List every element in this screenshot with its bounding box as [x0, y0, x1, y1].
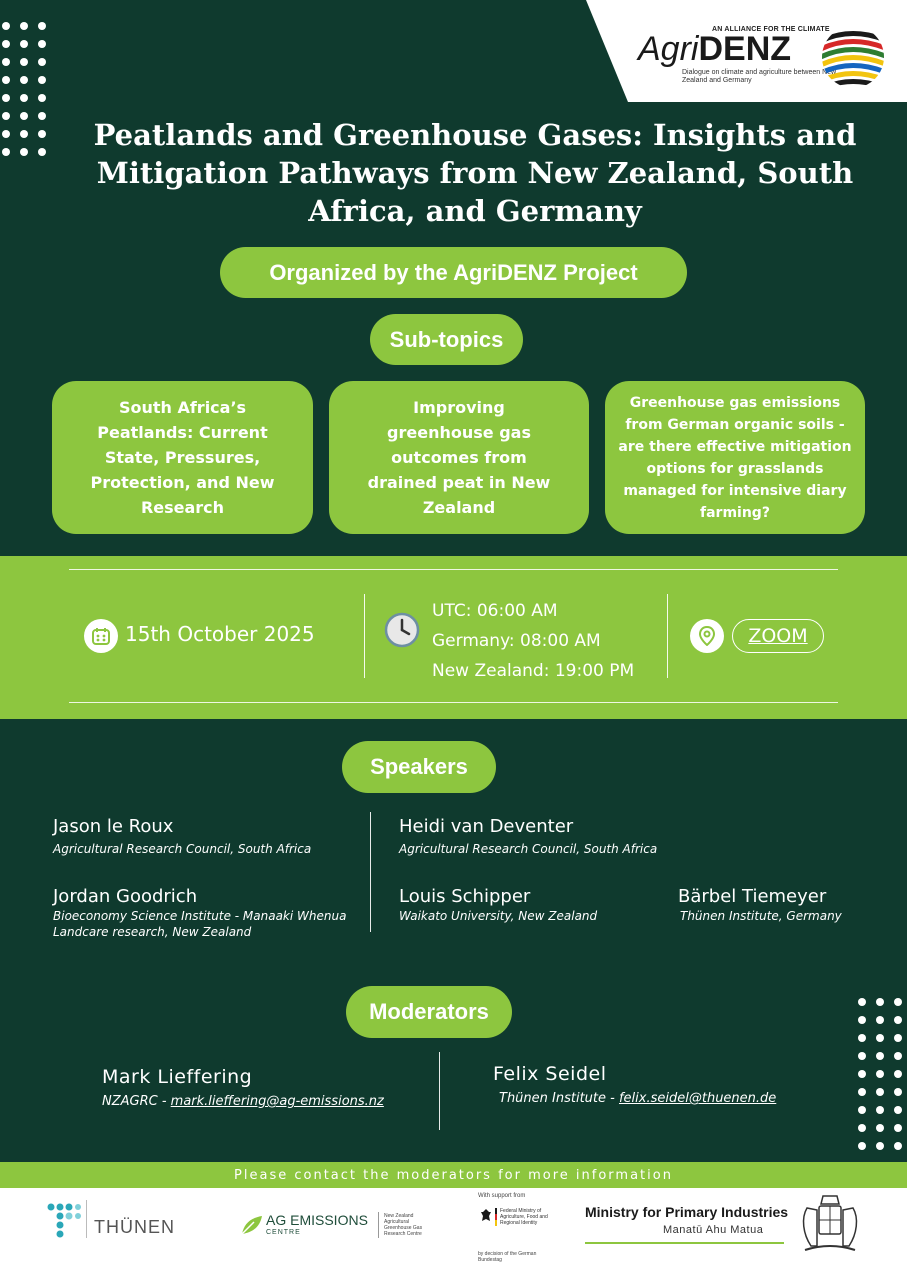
clock-icon	[384, 612, 420, 648]
calendar-icon	[84, 619, 118, 653]
thuenen-logo-divider	[86, 1200, 87, 1238]
ag-emissions-centre: CENTRE	[266, 1229, 301, 1236]
bmel-decision-text: by decision of the German Bundestag	[478, 1251, 537, 1263]
speaker-affiliation: Waikato University, New Zealand	[399, 909, 598, 923]
moderator-email-link[interactable]: felix.seidel@thuenen.de	[618, 1091, 777, 1106]
time-new-zealand: New Zealand: 19:00 PM	[432, 661, 635, 681]
subtopic-text: Improving greenhouse gas outcomes from drained peat in New Zealand	[367, 398, 551, 517]
moderator-name: Mark Lieffering	[102, 1066, 253, 1088]
subtopic-card-1	[52, 381, 313, 534]
partner-logos	[0, 1188, 907, 1273]
thuenen-logo: THÜNEN	[94, 1217, 175, 1237]
logo-name-agri: Agri	[638, 30, 699, 68]
speaker-item	[399, 886, 639, 924]
band-divider	[364, 594, 365, 678]
moderator-email-link[interactable]: mark.lieffering@ag-emissions.nz	[170, 1094, 384, 1109]
event-info-band	[0, 556, 907, 719]
speaker-item	[399, 816, 699, 857]
moderator-name: Felix Seidel	[493, 1063, 607, 1085]
speaker-item	[678, 886, 878, 924]
mpi-maori-name: Manatū Ahu Matua	[663, 1224, 764, 1236]
moderators-heading: Moderators	[346, 986, 512, 1038]
bmel-support-text: With support from	[478, 1193, 526, 1199]
decorative-dots-top-left	[2, 22, 46, 156]
logo-tagline: AN ALLIANCE FOR THE CLIMATE	[712, 26, 830, 33]
band-divider	[667, 594, 668, 678]
moderators-divider	[439, 1052, 440, 1130]
event-date: 15th October 2025	[125, 622, 315, 646]
organizer-badge: Organized by the AgriDENZ Project	[220, 247, 687, 298]
time-germany: Germany: 08:00 AM	[432, 631, 601, 651]
globe-icon	[820, 24, 886, 90]
zoom-link[interactable]: ZOOM	[732, 619, 824, 653]
speakers-heading: Speakers	[342, 741, 496, 793]
moderator-org: NZAGRC -	[102, 1094, 171, 1109]
speaker-name: Jason le Roux	[53, 816, 174, 837]
subtopic-text: South Africa’s Peatlands: Current State, Pressures, Protection, and New Research	[90, 398, 275, 517]
subtopic-text: Greenhouse gas emissions from German organic soils - are there effective mitigation options for grasslands managed for intensive diary farming?	[618, 394, 852, 521]
speaker-name: Bärbel Tiemeyer	[678, 886, 827, 907]
time-utc: UTC: 06:00 AM	[432, 601, 558, 621]
speaker-name: Heidi van Deventer	[399, 816, 574, 837]
subtopics-heading: Sub-topics	[370, 314, 523, 365]
speaker-affiliation: Agricultural Research Council, South Africa	[399, 842, 658, 856]
contact-note: Please contact the moderators for more information	[0, 1162, 907, 1188]
ag-emissions-description: New Zealand Agricultural Greenhouse Gas Research Centre	[384, 1213, 423, 1237]
agridenz-logo	[638, 30, 791, 69]
subtopic-card-2	[329, 381, 589, 534]
band-divider-bottom	[69, 702, 838, 703]
speaker-affiliation: Bioeconomy Science Institute - Manaaki Whenua Landcare research, New Zealand	[53, 909, 347, 939]
logo-name-denz: DENZ	[698, 30, 792, 68]
speakers-divider	[370, 812, 371, 932]
moderator-contact	[499, 1091, 813, 1107]
speaker-item	[53, 886, 353, 940]
german-flag-bar	[495, 1208, 497, 1226]
moderator-org: Thünen Institute -	[499, 1091, 619, 1106]
ag-emissions-divider	[378, 1212, 379, 1238]
speaker-name: Louis Schipper	[399, 886, 531, 907]
mpi-logo: Ministry for Primary Industries	[585, 1204, 789, 1220]
thuenen-logo-icon	[46, 1202, 82, 1238]
moderator-contact	[102, 1094, 422, 1110]
moderator-item	[493, 1063, 813, 1107]
logo-subtitle: Dialogue on climate and agriculture between New Zealand and Germany	[682, 69, 837, 84]
ag-emissions-leaf-icon	[240, 1214, 264, 1236]
german-eagle-icon	[480, 1208, 492, 1224]
band-divider-top	[69, 569, 838, 570]
speaker-item	[53, 816, 353, 857]
nz-coat-of-arms-icon	[797, 1190, 863, 1258]
bmel-logo: Federal Ministry of Agriculture, Food and Regional Identity	[500, 1208, 548, 1226]
ag-emissions-logo: AG EMISSIONS	[266, 1212, 368, 1228]
location-pin-icon	[690, 619, 724, 653]
page-title: Peatlands and Greenhouse Gases: Insights and Mitigation Pathways from New Zealand, South Africa, and Germany	[93, 118, 857, 228]
speaker-name: Jordan Goodrich	[53, 886, 198, 907]
subtopic-card-3	[605, 381, 865, 534]
speaker-affiliation: Agricultural Research Council, South Africa	[53, 842, 312, 856]
decorative-dots-bottom-right	[858, 998, 902, 1150]
moderator-item	[102, 1066, 422, 1110]
speaker-affiliation: Thünen Institute, Germany	[680, 909, 842, 923]
event-times	[432, 596, 634, 686]
mpi-logo-underline	[585, 1242, 784, 1244]
